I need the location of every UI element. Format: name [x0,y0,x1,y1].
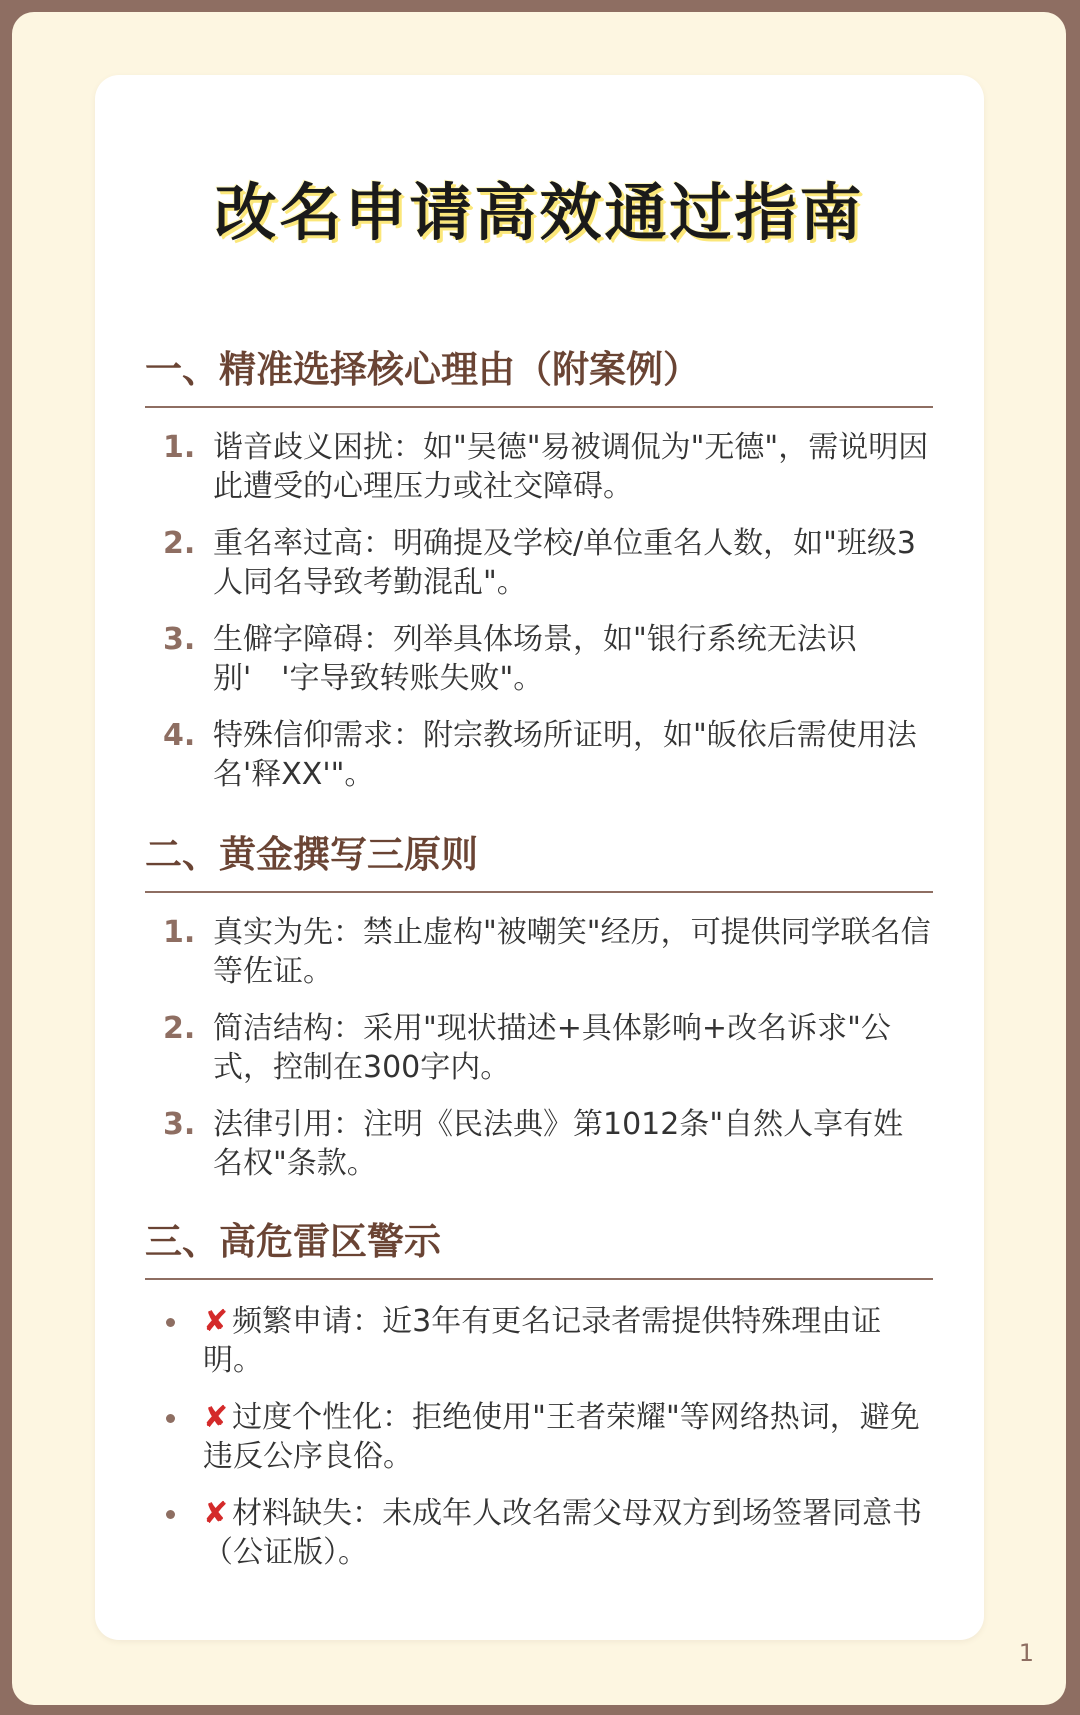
section-warnings [145,1220,933,1572]
bullet-icon [166,1510,175,1519]
list-item-text: 法律引用：注明《民法典》第1012条"自然人享有姓名权"条款。 [213,1107,904,1181]
list-item [145,1398,933,1476]
list-number: 3. [163,622,196,657]
content-card [95,75,984,1640]
list-item-text: 生僻字障碍：列举具体场景，如"银行系统无法识别' '字导致转账失败"。 [213,622,857,696]
section-reasons [145,348,933,794]
section-heading: 三、高危雷区警示 [145,1220,933,1280]
section-heading: 二、黄金撰写三原则 [145,833,933,893]
cross-mark-icon: ✘ [203,1400,229,1435]
page-background [12,12,1066,1705]
list-item [145,620,933,698]
page-title: 改名申请高效通过指南 [214,176,865,249]
bullet-icon [166,1414,175,1423]
list-item [145,913,933,991]
list-item-text: 谐音歧义困扰：如"吴德"易被调侃为"无德"，需说明因此遭受的心理压力或社交障碍。 [213,430,929,504]
list-item [145,1494,933,1572]
cross-mark-icon: ✘ [203,1496,229,1531]
list-item-text: 过度个性化：拒绝使用"王者荣耀"等网络热词，避免违反公序良俗。 [203,1400,920,1474]
section-principles [145,833,933,1183]
list-number: 4. [163,718,196,753]
page-number: 1 [1018,1639,1034,1667]
list-item-text: 真实为先：禁止虚构"被嘲笑"经历，可提供同学联名信等佐证。 [213,915,931,989]
list-number: 2. [163,1011,196,1046]
list-item-text: 特殊信仰需求：附宗教场所证明，如"皈依后需使用法名'释XX'"。 [213,718,917,792]
list-number: 1. [163,430,196,465]
list-number: 2. [163,526,196,561]
cross-mark-icon: ✘ [203,1304,229,1339]
list-item-text: 重名率过高：明确提及学校/单位重名人数，如"班级3人同名导致考勤混乱"。 [213,526,916,600]
bullet-icon [166,1318,175,1327]
list-item [145,428,933,506]
list-item [145,524,933,602]
section-heading: 一、精准选择核心理由（附案例） [145,348,933,408]
list-item [145,1009,933,1087]
list-item-text: 频繁申请：近3年有更名记录者需提供特殊理由证明。 [203,1304,882,1378]
list-number: 3. [163,1107,196,1142]
list-item [145,1105,933,1183]
list-item-text: 简洁结构：采用"现状描述+具体影响+改名诉求"公式，控制在300字内。 [213,1011,891,1085]
list-item-text: 材料缺失：未成年人改名需父母双方到场签署同意书（公证版）。 [203,1496,923,1570]
list-item [145,716,933,794]
list-item [145,1302,933,1380]
list-number: 1. [163,915,196,950]
